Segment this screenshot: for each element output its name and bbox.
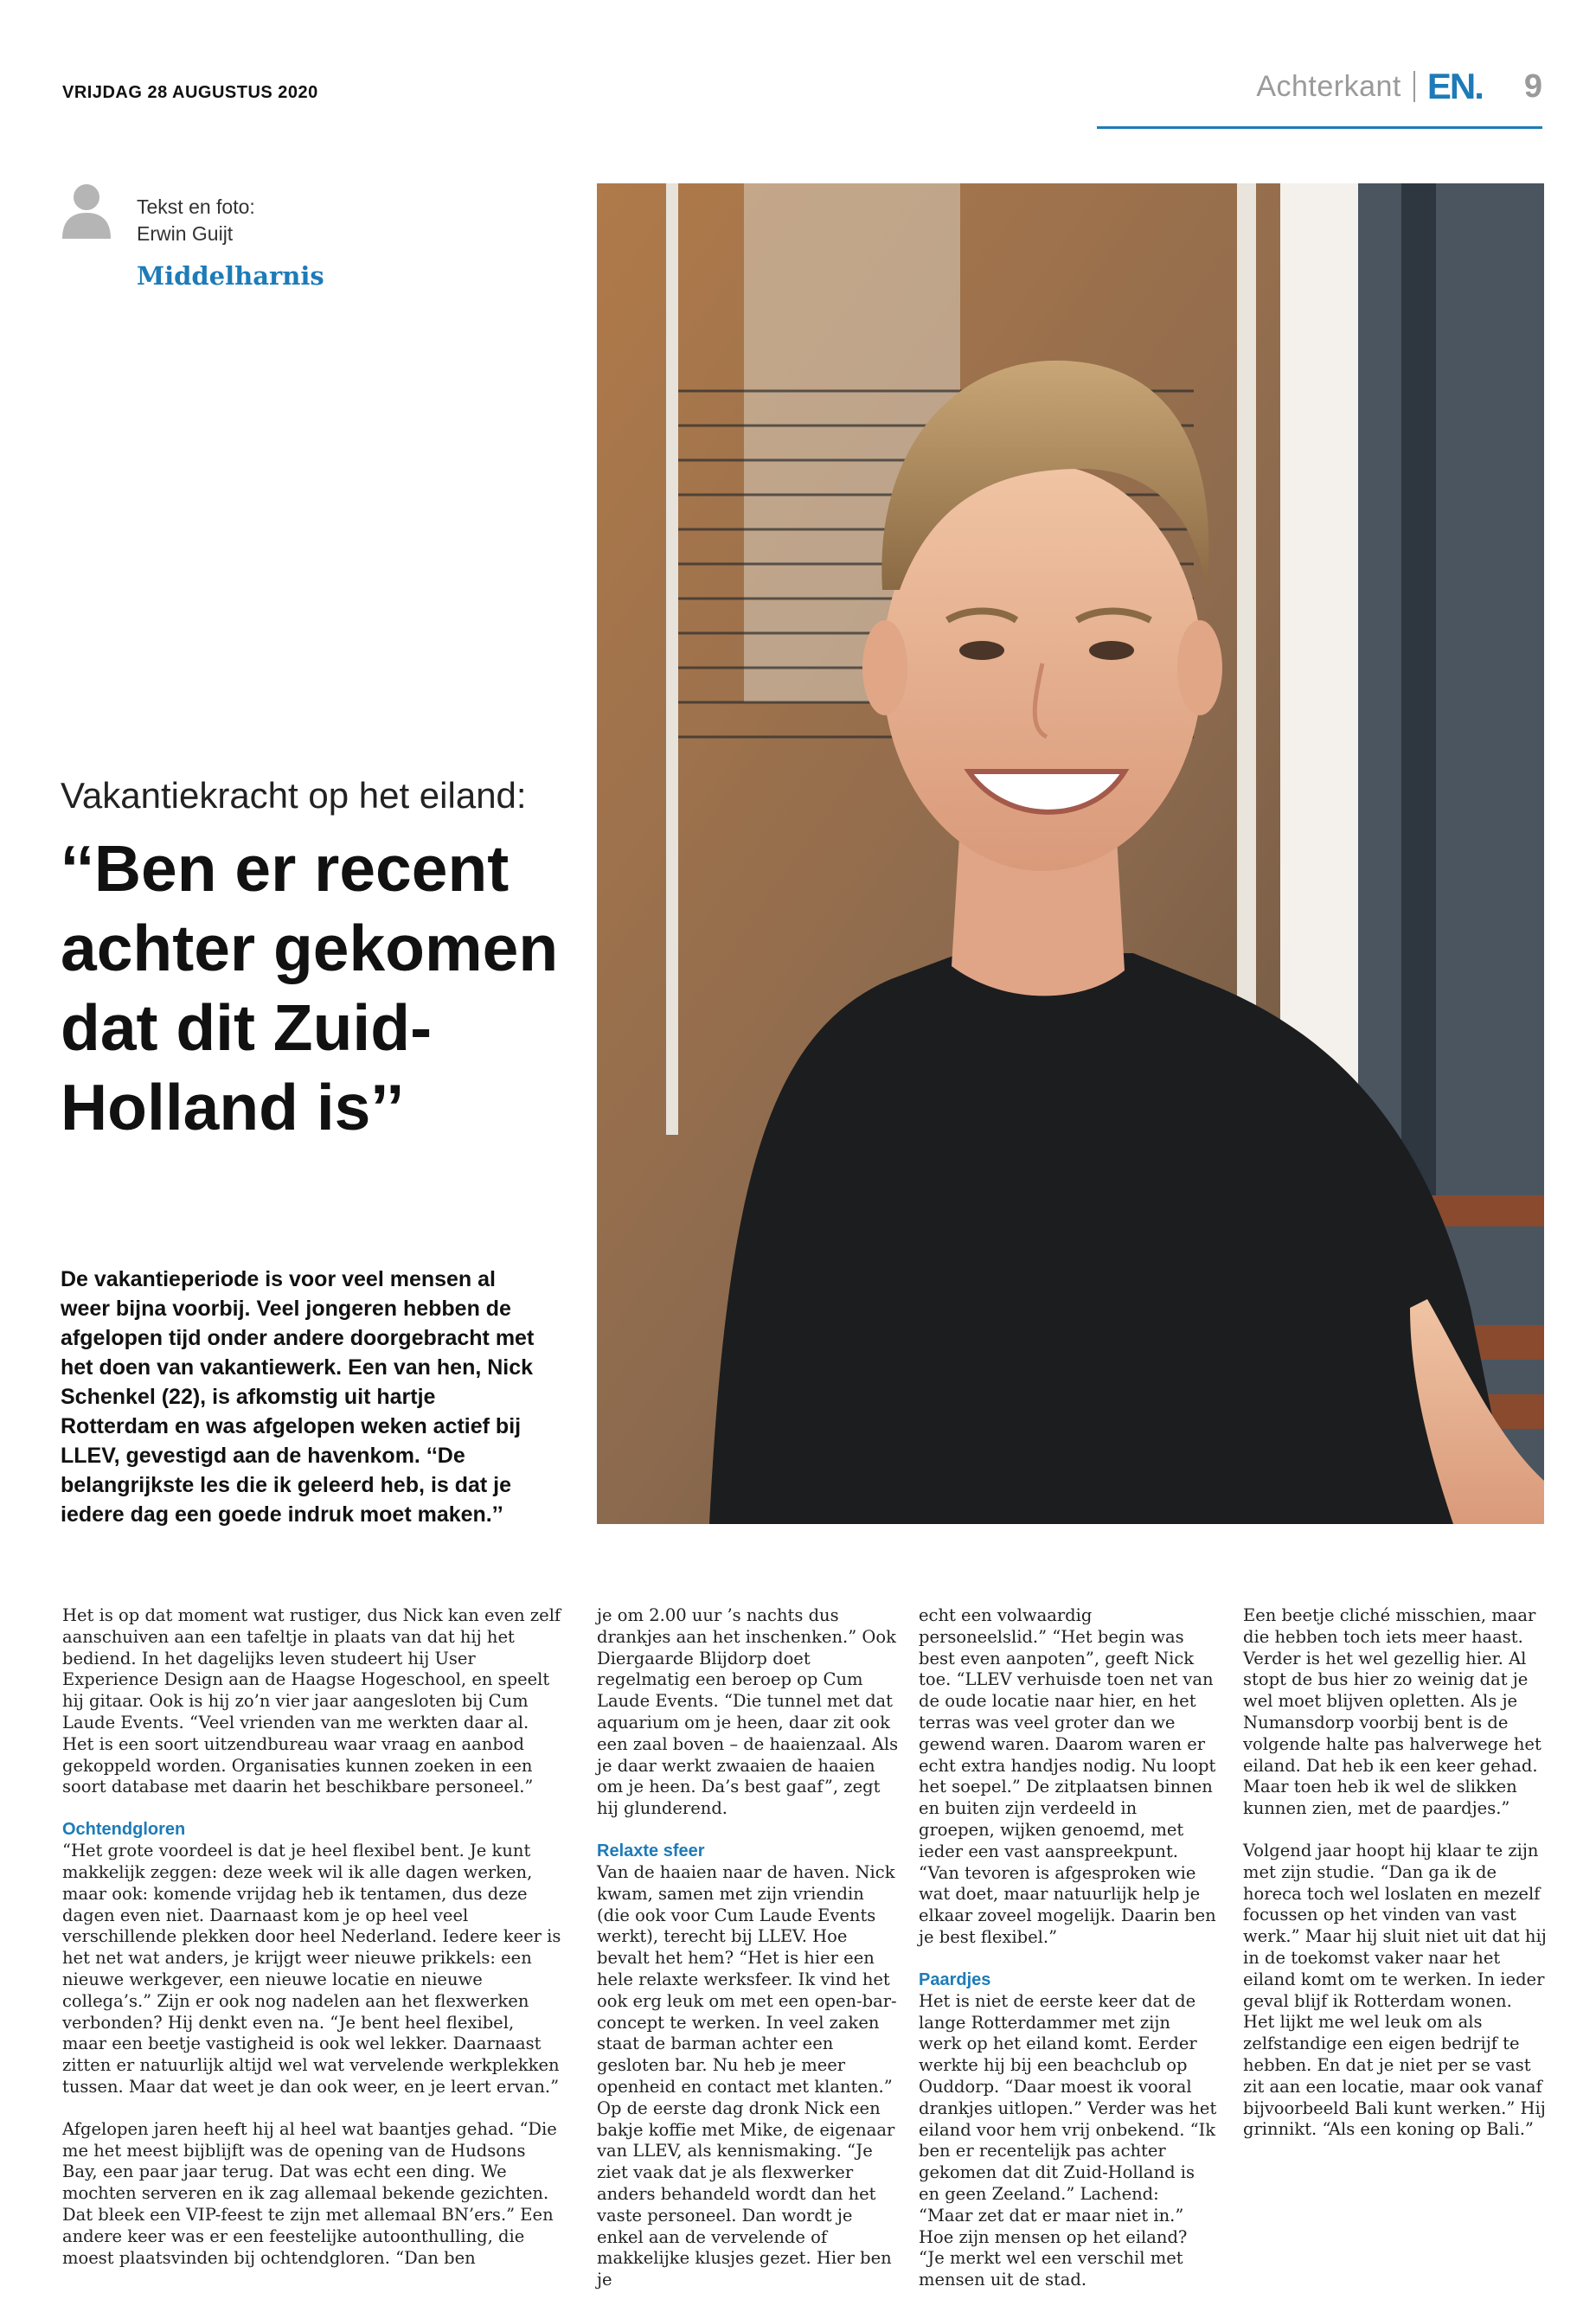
paragraph: Het is niet de eerste keer dat de lange Rotterdammer met zijn werk op het eiland komt. Eerder werkte hij bij een beachclub op Ouddorp. “Daar moest ik vooral drankjes uitlopen.” Verder was het eiland voor hem vrij onbekend. “Ik ben er recentelijk pas achter gekomen dat dit Zuid-Holland is en geen Zeeland.” Lachend: “Maar zet dat er maar niet in.” Hoe zijn mensen op het eiland? “Je merkt wel een verschil met mensen uit de stad. xyxy=(919,1990,1217,2290)
byline-author: Erwin Guijt xyxy=(137,222,234,245)
article-intro: De vakantieperiode is voor veel mensen al weer bijna voorbij. Veel jongeren hebben de afgelopen tijd onder andere doorgebracht met het doen van vakantiewerk. Een van hen, Nick Schenkel (22), is afkomstig uit hartje Rotterdam en was afgelopen weken actief bij LLEV, gevestigd aan de havenkom. ‘‘De belangrijkste les die ik geleerd heb, is dat je iedere dag een goede indruk moet maken.’’ xyxy=(61,1267,535,1527)
article-column-1 xyxy=(62,1605,562,2290)
paragraph: je om 2.00 uur ’s nachts dus drankjes aan het inschenken.” Ook Diergaarde Blijdorp doet regelmatig een beroep op Cum Laude Events. “Die tunnel met dat aquarium om je heen, daar zit ook een zaal boven – de haaienzaal. Als je daar werkt zwaaien de haaien om je heen. Da’s best gaaf”, zegt hij glunderend. xyxy=(597,1605,899,1819)
paragraph: echt een volwaardig personeelslid.” “Het begin was best even aanpoten”, geeft Nick toe. “LLEV verhuisde toen net van de oude locatie naar hier, en het terras was veel groter dan we gewend waren. Daarom waren er echt extra handjes nodig. Nu loopt het soepel.” De zitplaatsen binnen en buiten zijn verdeeld in groepen, wijken genoemd, met ieder een vast aanspreekpunt. “Van tevoren is afgesproken wie wat doet, maar natuurlijk help je elkaar zoveel mogelijk. Daarin ben je best flexibel.” xyxy=(919,1605,1216,1947)
paragraph: Een beetje cliché misschien, maar die hebben toch iets meer haast. Verder is het wel gezellig hier. Al stopt de bus hier zo weinig dat je wel moet blijven opletten. Als je Numansdorp voorbij bent is de volgende halte pas halverwege het eiland. Dat heb ik een keer gehad. Maar toen heb ik wel de slikken kunnen zien, met de paardjes.” xyxy=(1243,1605,1542,1819)
paragraph: Afgelopen jaren heeft hij al heel wat baantjes gehad. “Die me het meest bijblijft was de opening van de Hudsons Bay, een paar jaar terug. Dat was echt een ding. We mochten serveren en ik zag allemaal bekende gezichten. Dat bleek een VIP-feest te zijn met allemaal BN’ers.” Een andere keer was er een feestelijke autoonthulling, die moest plaatsvinden bij ochtendgloren. “Dan ben xyxy=(62,2118,557,2268)
author-avatar-icon xyxy=(61,182,112,239)
portrait-photo-icon xyxy=(597,183,1544,1524)
article-column-4 xyxy=(1243,1605,1548,2161)
section-name: Achterkant xyxy=(1256,69,1401,103)
subheading-relaxte-sfeer: Relaxte sfeer xyxy=(597,1841,705,1860)
masthead xyxy=(1256,62,1542,111)
paragraph: Volgend jaar hoopt hij klaar te zijn met zijn studie. “Dan ga ik de horeca toch wel loslaten en mezelf focussen op het vinden van vast werk.” Maar hij sluit niet uit dat hij in de toekomst vaker naar het eiland komt om te werken. In ieder geval blijf ik Rotterdam wonen. Het lijkt me wel leuk om als zelfstandige een eigen bedrijf te hebben. En dat je niet per se vast zit aan een locatie, maar ook vanaf bijvoorbeeld Bali kunt werken.” Hij grinnikt. “Als een koning op Bali.” xyxy=(1243,1840,1547,2140)
paragraph: Van de haaien naar de haven. Nick kwam, samen met zijn vriendin (die ook voor Cum Laude Events werkt), terecht bij LLEV. Hoe bevalt het hem? “Het is hier een hele relaxte werksfeer. Ik vind het ook erg leuk om met een open-bar-concept te werken. In veel zaken staat de barman achter een gesloten bar. Nu heb je meer openheid en contact met klanten.” Op de eerste dag dronk Nick een bakje koffie met Mike, de eigenaar van LLEV, als kennismaking. “Je ziet vaak dat je als flexwerker anders behandeld wordt dan het vaste personeel. Dan wordt je enkel aan de vervelende of makkelijke klusjes gezet. Hier ben je xyxy=(597,1861,897,2290)
article-column-3 xyxy=(919,1605,1217,2312)
page-number: 9 xyxy=(1523,67,1542,105)
paragraph: Het is op dat moment wat rustiger, dus Nick kan even zelf aanschuiven aan een tafeltje in plaats van dat hij het bediend. In het dagelijks leven studeert hij User Experience Design aan de Haagse Hogeschool, en speelt hij gitaar. Ook is hij zo’n vier jaar aangesloten bij Cum Laude Events. “Veel vrienden van me werkten daar al. Het is een soort uitzendbureau waar vraag en aanbod gekoppeld worden. Organisaties kunnen zoeken in een soort database met daarin het beschikbare personeel.” xyxy=(62,1605,561,1797)
subheading-ochtendgloren: Ochtendgloren xyxy=(62,1820,186,1840)
subheading-paardjes: Paardjes xyxy=(919,1969,991,1989)
article-headline: ‘‘Ben er recent achter gekomen dat dit Zuid-Holland is’’ xyxy=(61,832,559,1143)
dateline-location: Middelharnis xyxy=(137,261,324,291)
masthead-rule xyxy=(1097,126,1542,129)
masthead-divider xyxy=(1413,71,1415,102)
article-photo xyxy=(597,183,1544,1524)
article-column-2 xyxy=(597,1605,900,2312)
article-kicker: Vakantiekracht op het eiland: xyxy=(61,775,527,816)
newspaper-logo: EN. xyxy=(1426,66,1483,106)
issue-date: VRIJDAG 28 AUGUSTUS 2020 xyxy=(62,83,318,102)
paragraph: “Het grote voordeel is dat je heel flexibel bent. Je kunt makkelijk zeggen: deze week wil ik alle dagen werken, maar ook: komende vrijdag heb ik tentamen, dus deze dagen even niet. Daarnaast kom je op heel veel verschillende plekken door heel Nederland. Iedere keer is het net wat anders, je krijgt weer nieuwe prikkels: een nieuwe werkgever, een nieuwe locatie en nieuwe collega’s.” Zijn er ook nog nadelen aan het flexwerken verbonden? Hij denkt even na. “Je bent heel flexibel, maar een beetje vastigheid is ook wel lekker. Daarnaast zitten er natuurlijk altijd wel wat vervelende werkplekken tussen. Maar dat weet je dan ook weer, en je leert ervan.” xyxy=(62,1841,561,2097)
byline xyxy=(137,194,255,247)
byline-credit: Tekst en foto: xyxy=(137,195,255,218)
